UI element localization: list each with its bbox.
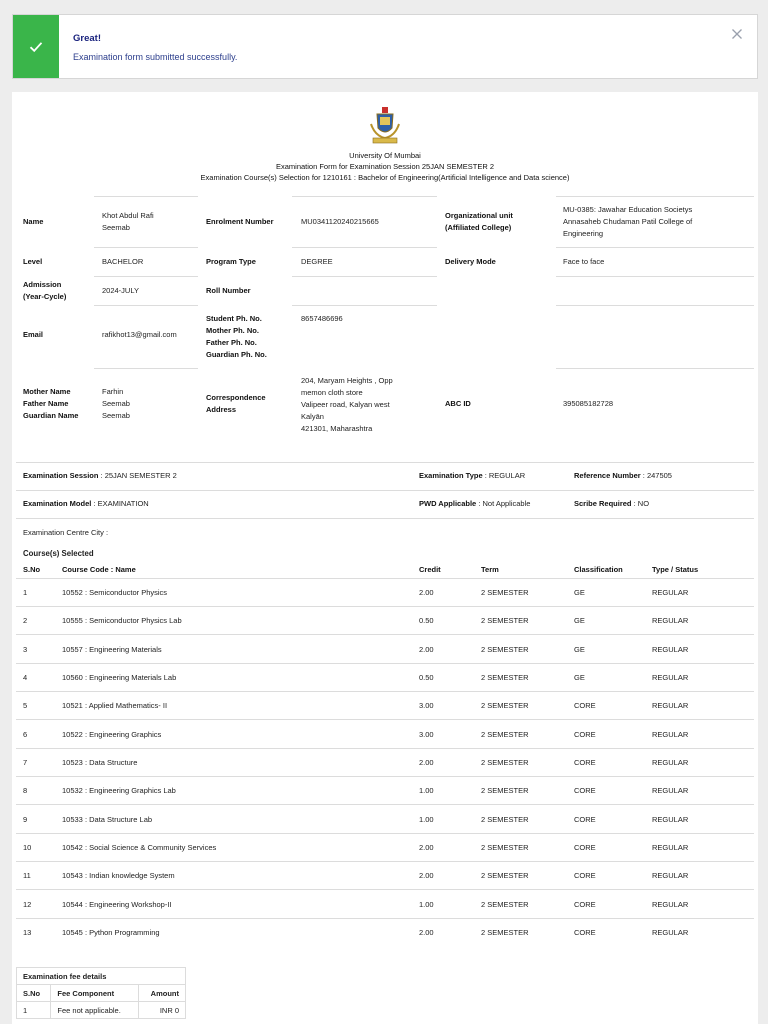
course-row-classification: GE: [574, 588, 585, 597]
course-row-term: 2 SEMESTER: [481, 786, 529, 796]
name-label: Name: [23, 217, 44, 226]
fee-header-amount: Amount: [138, 985, 185, 1002]
course-row-term: 2 SEMESTER: [481, 729, 529, 739]
course-row-classification: CORE: [574, 899, 596, 909]
course-row-type-status: REGULAR: [652, 842, 689, 852]
course-row-term: 2 SEMESTER: [481, 927, 529, 937]
course-row-term: 2 SEMESTER: [481, 616, 529, 626]
course-row-term: 2 SEMESTER: [481, 672, 529, 682]
enrolment-label: Enrolment Number: [206, 217, 274, 226]
fee-header-component: Fee Component: [51, 985, 138, 1002]
course-row-classification: CORE: [574, 814, 596, 824]
parent-names: Farhin Seemab Seemab: [102, 387, 130, 420]
course-row-sno: 3: [23, 644, 28, 654]
header-type-status: Type / Status: [652, 565, 699, 574]
course-row-classification: CORE: [574, 871, 596, 881]
course-row-type-status: REGULAR: [652, 899, 689, 909]
course-row-type-status: REGULAR: [652, 729, 689, 739]
course-row-credit: 1.00: [419, 899, 434, 909]
header-term: Term: [481, 565, 499, 574]
fee-table: [16, 967, 186, 1019]
course-row-course: 10560 : Engineering Materials Lab: [62, 672, 177, 682]
course-row-type-status: REGULAR: [652, 588, 689, 597]
course-row-credit: 2.00: [419, 927, 434, 937]
program-type-label: Program Type: [206, 257, 256, 266]
course-row-course: 10552 : Semiconductor Physics: [62, 588, 168, 597]
course-row-type-status: REGULAR: [652, 644, 689, 654]
course-row-term: 2 SEMESTER: [481, 644, 529, 654]
course-row-sno: 5: [23, 701, 28, 711]
pwd-applicable: PWD Applicable : Not Applicable: [419, 499, 531, 508]
course-row-credit: 2.00: [419, 644, 434, 654]
course-row-course: 10557 : Engineering Materials: [62, 644, 162, 654]
examination-form-card: [12, 92, 758, 1024]
course-row-sno: 4: [23, 672, 28, 682]
course-row-course: 10523 : Data Structure: [62, 757, 138, 767]
course-row-type-status: REGULAR: [652, 814, 689, 824]
email-label: Email: [23, 330, 44, 339]
course-row-classification: GE: [574, 672, 585, 682]
form-title: Examination Form for Examination Session 25JAN SEMESTER 2: [275, 162, 494, 171]
course-row-type-status: REGULAR: [652, 701, 689, 711]
fee-header-sno: S.No: [17, 985, 51, 1002]
close-icon[interactable]: [731, 28, 745, 42]
course-row-type-status: REGULAR: [652, 786, 689, 796]
course-row-course: 10555 : Semiconductor Physics Lab: [62, 616, 182, 626]
program-type-value: DEGREE: [301, 257, 333, 266]
course-row-course: 10532 : Engineering Graphics Lab: [62, 786, 176, 796]
header-sno: S.No: [23, 565, 41, 574]
course-row-course: 10522 : Engineering Graphics: [62, 729, 162, 739]
delivery-mode-value: Face to face: [563, 257, 605, 266]
course-row-type-status: REGULAR: [652, 757, 689, 767]
check-icon: [13, 15, 59, 78]
course-row-sno: 11: [23, 871, 31, 881]
header-classification: Classification: [574, 565, 623, 574]
header-course: Course Code : Name: [62, 565, 136, 574]
course-row-classification: GE: [574, 644, 585, 654]
course-row-classification: CORE: [574, 701, 596, 711]
roll-number-label: Roll Number: [206, 286, 251, 295]
course-row-sno: 13: [23, 927, 32, 937]
course-row-term: 2 SEMESTER: [481, 814, 529, 824]
course-row-sno: 12: [23, 899, 32, 909]
delivery-mode-label: Delivery Mode: [445, 257, 496, 266]
level-label: Level: [23, 257, 43, 266]
course-row-credit: 0.50: [419, 672, 434, 682]
phone-labels: Student Ph. No. Mother Ph. No. Father Ph. No. Guardian Ph. No.: [206, 314, 267, 359]
university-name: University Of Mumbai: [349, 151, 421, 160]
address-value: 204, Maryam Heights , Opp memon cloth store Valipeer road, Kalyan west Kalyān 421301, Maharashtra: [301, 376, 393, 433]
course-selection-title: Examination Course(s) Selection for 1210161 : Bachelor of Engineering(Artificial Intelligence and Data science): [200, 173, 570, 182]
course-row-course: 10521 : Applied Mathematics- II: [62, 701, 168, 711]
course-row-term: 2 SEMESTER: [481, 871, 529, 881]
header-credit: Credit: [419, 565, 441, 574]
org-unit-label: Organizational unit (Affiliated College): [445, 211, 513, 232]
fee-table-title: Examination fee details: [17, 968, 186, 985]
course-row-credit: 3.00: [419, 701, 434, 711]
course-row-type-status: REGULAR: [652, 871, 689, 881]
alert-title: Great!: [73, 33, 101, 44]
course-row-term: 2 SEMESTER: [481, 588, 529, 597]
university-emblem-icon: [365, 106, 405, 146]
course-row-type-status: REGULAR: [652, 927, 689, 937]
course-row-credit: 2.00: [419, 588, 434, 597]
course-row-sno: 8: [23, 786, 28, 796]
course-row-credit: 2.00: [419, 842, 434, 852]
course-row-sno: 7: [23, 757, 28, 767]
course-row-credit: 0.50: [419, 616, 434, 626]
course-row-course: 10533 : Data Structure Lab: [62, 814, 153, 824]
student-name: Khot Abdul Rafi Seemab: [102, 211, 154, 232]
course-row-credit: 2.00: [419, 757, 434, 767]
course-row-classification: CORE: [574, 927, 596, 937]
form-header: [12, 106, 758, 183]
course-row-sno: 10: [23, 842, 32, 852]
email-value: rafikhot13@gmail.com: [102, 330, 177, 339]
course-row-sno: 2: [23, 616, 28, 626]
course-row-course: 10545 : Python Programming: [62, 927, 160, 937]
course-row-course: 10544 : Engineering Workshop-II: [62, 899, 172, 909]
admission-label: Admission (Year-Cycle): [23, 280, 67, 301]
success-alert: [12, 14, 758, 79]
exam-session: Examination Session : 25JAN SEMESTER 2: [23, 471, 177, 480]
course-row-term: 2 SEMESTER: [481, 701, 529, 711]
admission-value: 2024-JULY: [102, 286, 139, 295]
course-row-classification: CORE: [574, 842, 596, 852]
course-row-course: 10542 : Social Science & Community Services: [62, 842, 217, 852]
course-row-term: 2 SEMESTER: [481, 842, 529, 852]
course-row-credit: 2.00: [419, 871, 434, 881]
exam-centre-city: Examination Centre City :: [23, 528, 109, 537]
reference-number: Reference Number : 247505: [574, 471, 672, 480]
course-row-type-status: REGULAR: [652, 616, 689, 626]
courses-section-title: Course(s) Selected: [23, 549, 94, 558]
parent-labels: Mother Name Father Name Guardian Name: [23, 387, 79, 420]
course-row-sno: 9: [23, 814, 28, 824]
course-row-sno: 1: [23, 588, 28, 597]
course-row-classification: CORE: [574, 757, 596, 767]
exam-model: Examination Model : EXAMINATION: [23, 499, 149, 508]
course-row-credit: 1.00: [419, 786, 434, 796]
course-row-credit: 3.00: [419, 729, 434, 739]
alert-message: Examination form submitted successfully.: [73, 52, 238, 62]
course-row-classification: CORE: [574, 786, 596, 796]
phone-value: 8657486696: [301, 314, 343, 323]
abc-id-value: 395085182728: [563, 399, 614, 408]
course-row-sno: 6: [23, 729, 28, 739]
course-row-term: 2 SEMESTER: [481, 757, 529, 767]
fee-row: 1 Fee not applicable. INR 0: [17, 1002, 186, 1019]
course-row-course: 10543 : Indian knowledge System: [62, 871, 175, 881]
org-unit-value: MU-0385: Jawahar Education Societys Annasaheb Chudaman Patil College of Engineering: [563, 205, 693, 238]
exam-type: Examination Type : REGULAR: [419, 471, 526, 480]
course-row-classification: CORE: [574, 729, 596, 739]
course-row-credit: 1.00: [419, 814, 434, 824]
scribe-required: Scribe Required : NO: [574, 499, 650, 508]
level-value: BACHELOR: [102, 257, 144, 266]
course-row-type-status: REGULAR: [652, 672, 689, 682]
enrolment-number: MU0341120240215665: [301, 217, 379, 226]
course-row-term: 2 SEMESTER: [481, 899, 529, 909]
course-row-classification: GE: [574, 616, 585, 626]
address-label: Correspondence Address: [206, 393, 266, 414]
abc-id-label: ABC ID: [445, 399, 471, 408]
